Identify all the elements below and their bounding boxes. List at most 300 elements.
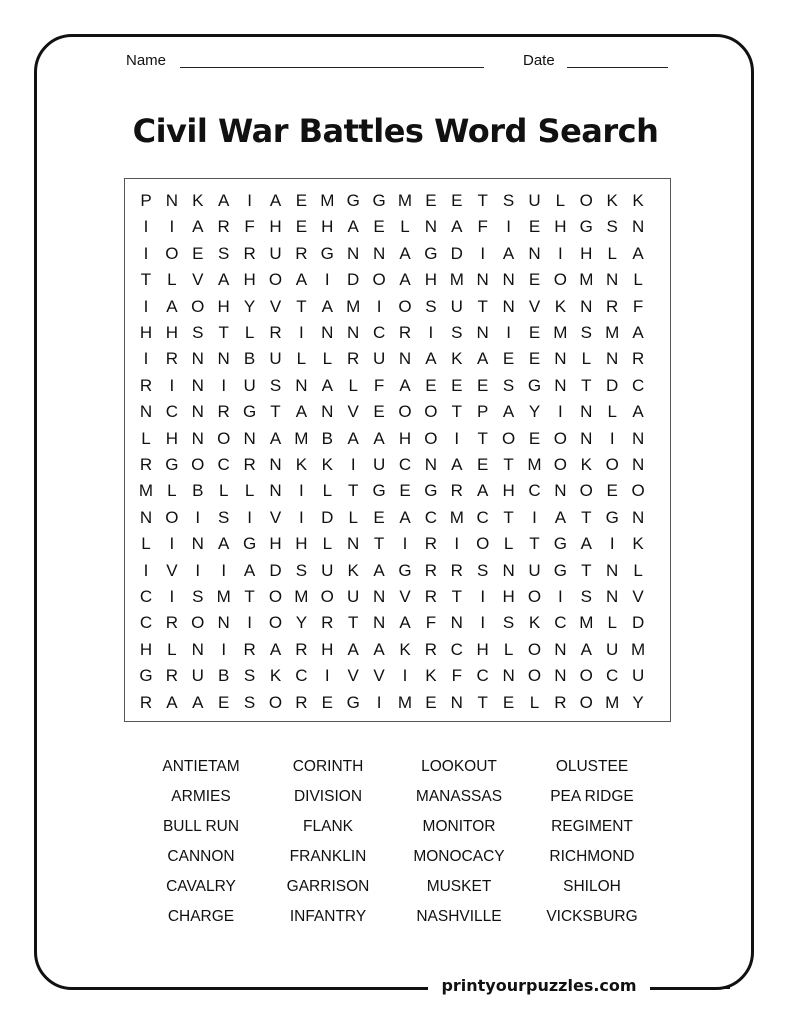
grid-letter: E xyxy=(477,375,489,395)
grid-letter: T xyxy=(347,481,359,501)
grid-letter: V xyxy=(528,296,541,316)
grid-letter: E xyxy=(373,402,385,422)
grid-letter: V xyxy=(269,507,282,527)
grid-letter: A xyxy=(477,349,489,369)
grid-letter: H xyxy=(424,270,438,290)
grid-letter: M xyxy=(553,323,568,342)
grid-letter: H xyxy=(165,428,179,448)
grid-letter: G xyxy=(242,534,257,554)
grid-letter: I xyxy=(299,507,304,527)
grid-letter: U xyxy=(269,349,282,369)
grid-letter: I xyxy=(428,323,434,342)
grid-letter: M xyxy=(346,296,361,316)
grid-letter: I xyxy=(247,191,252,210)
grid-letter: I xyxy=(402,666,408,686)
grid-letter: Y xyxy=(243,296,256,316)
grid-letter: N xyxy=(269,455,282,474)
grid-letter: K xyxy=(554,296,567,316)
grid-letter: O xyxy=(527,587,542,606)
grid-letter: S xyxy=(502,613,515,633)
grid-letter: R xyxy=(347,349,360,369)
grid-letter: O xyxy=(476,534,490,554)
grid-letter: A xyxy=(451,455,463,474)
grid-letter: N xyxy=(139,402,153,422)
grid-letter: T xyxy=(140,270,152,290)
grid-letter: G xyxy=(165,455,179,474)
word-item: GARRISON xyxy=(286,878,370,895)
grid-letter: E xyxy=(399,481,411,501)
grid-letter: H xyxy=(295,534,308,554)
word-item: ARMIES xyxy=(171,788,231,805)
grid-letter: B xyxy=(321,428,333,448)
grid-row xyxy=(125,661,670,690)
grid-letter: A xyxy=(347,639,359,659)
page-title: Civil War Battles Word Search xyxy=(132,112,659,150)
grid-letter: R xyxy=(295,639,308,659)
grid-letter: U xyxy=(450,296,463,316)
grid-letter: I xyxy=(143,296,149,316)
word-item: CAVALRY xyxy=(166,878,236,895)
grid-letter: N xyxy=(606,560,619,580)
grid-letter: S xyxy=(477,560,489,580)
grid-row xyxy=(125,344,670,373)
grid-letter: O xyxy=(268,692,283,712)
grid-letter: V xyxy=(632,587,644,606)
grid-letter: O xyxy=(268,613,283,633)
date-label: Date xyxy=(523,52,555,69)
grid-letter: S xyxy=(243,692,256,712)
grid-letter: O xyxy=(527,666,542,686)
grid-letter: L xyxy=(322,481,333,501)
grid-letter: I xyxy=(454,534,460,554)
grid-letter: O xyxy=(605,455,619,474)
grid-letter: K xyxy=(451,349,463,369)
word-item: RICHMOND xyxy=(549,848,635,865)
grid-letter: E xyxy=(606,481,618,501)
grid-letter: N xyxy=(347,534,360,554)
grid-letter: A xyxy=(477,481,489,501)
grid-letter: A xyxy=(502,402,515,422)
grid-letter: S xyxy=(218,243,230,263)
grid-letter: T xyxy=(581,375,592,395)
grid-letter: U xyxy=(372,455,386,474)
grid-letter: C xyxy=(424,507,438,527)
grid-letter: I xyxy=(143,243,149,263)
grid-letter: R xyxy=(165,349,179,369)
date-line xyxy=(567,67,668,68)
grid-letter: I xyxy=(221,560,227,580)
grid-row xyxy=(125,608,670,637)
grid-letter: K xyxy=(425,666,437,686)
grid-letter: L xyxy=(555,191,566,210)
grid-letter: H xyxy=(269,534,282,554)
grid-letter: A xyxy=(321,296,333,316)
grid-row xyxy=(125,450,670,479)
grid-letter: A xyxy=(580,639,592,659)
word-item: CANNON xyxy=(167,848,235,865)
grid-letter: I xyxy=(247,613,252,633)
word-item: MANASSAS xyxy=(415,788,503,805)
grid-letter: N xyxy=(631,507,645,527)
grid-letter: N xyxy=(191,534,204,554)
grid-letter: N xyxy=(450,613,463,633)
grid-letter: I xyxy=(480,587,486,606)
grid-letter: T xyxy=(218,323,229,342)
grid-letter: A xyxy=(399,613,411,633)
grid-letter: R xyxy=(424,560,438,580)
grid-letter: K xyxy=(347,560,359,580)
grid-letter: S xyxy=(218,507,230,527)
grid-letter: F xyxy=(244,217,255,237)
grid-letter: D xyxy=(269,560,282,580)
grid-letter: I xyxy=(169,217,175,237)
grid-letter: K xyxy=(632,191,644,210)
grid-letter: C xyxy=(398,455,412,474)
grid-letter: C xyxy=(372,323,386,342)
grid-letter: A xyxy=(347,217,359,237)
grid-letter: N xyxy=(424,455,438,474)
grid-letter: A xyxy=(192,217,204,237)
grid-letter: S xyxy=(606,217,618,237)
grid-letter: M xyxy=(138,481,154,501)
grid-letter: P xyxy=(477,402,489,422)
grid-letter: H xyxy=(398,428,412,448)
grid-letter: N xyxy=(631,217,645,237)
grid-letter: K xyxy=(528,613,541,633)
grid-letter: V xyxy=(269,296,282,316)
grid-letter: E xyxy=(528,270,541,290)
grid-letter: H xyxy=(139,639,153,659)
grid-letter: O xyxy=(527,639,542,659)
grid-letter: O xyxy=(501,428,516,448)
grid-letter: A xyxy=(295,402,308,422)
grid-letter: A xyxy=(373,428,385,448)
grid-letter: I xyxy=(376,296,382,316)
grid-letter: I xyxy=(609,534,615,554)
grid-letter: A xyxy=(502,243,515,263)
grid-letter: I xyxy=(143,217,149,237)
grid-letter: M xyxy=(527,455,542,474)
grid-letter: U xyxy=(372,349,386,369)
grid-letter: T xyxy=(451,587,462,606)
grid-letter: N xyxy=(191,349,204,369)
name-line xyxy=(180,67,484,68)
grid-letter: F xyxy=(373,375,385,395)
grid-letter: O xyxy=(372,270,386,290)
word-item: PEA RIDGE xyxy=(550,788,634,805)
grid-letter: H xyxy=(476,639,489,659)
grid-letter: L xyxy=(141,534,151,554)
grid-letter: G xyxy=(579,217,593,237)
grid-letter: A xyxy=(632,323,644,342)
grid-letter: T xyxy=(477,296,488,316)
grid-letter: K xyxy=(269,666,282,686)
grid-letter: N xyxy=(321,323,334,342)
grid-letter: A xyxy=(321,375,333,395)
grid-letter: D xyxy=(450,243,463,263)
grid-letter: I xyxy=(350,455,356,474)
grid-letter: K xyxy=(321,455,333,474)
grid-row xyxy=(125,424,670,453)
grid-letter: F xyxy=(632,296,644,316)
grid-letter: A xyxy=(295,270,308,290)
grid-letter: C xyxy=(295,666,308,686)
grid-letter: G xyxy=(553,560,567,580)
word-list xyxy=(140,756,660,927)
grid-letter: D xyxy=(347,270,360,290)
grid-letter: A xyxy=(166,296,178,316)
grid-letter: E xyxy=(218,692,230,712)
grid-letter: I xyxy=(454,428,460,448)
grid-letter: K xyxy=(192,191,204,210)
word-item: FLANK xyxy=(303,818,353,835)
grid-letter: I xyxy=(299,323,304,342)
grid-letter: N xyxy=(450,692,463,712)
grid-letter: R xyxy=(631,349,645,369)
grid-letter: I xyxy=(221,375,227,395)
grid-letter: E xyxy=(528,428,541,448)
grid-letter: R xyxy=(450,560,463,580)
grid-row xyxy=(125,318,670,347)
grid-letter: M xyxy=(605,692,620,712)
grid-letter: D xyxy=(606,375,619,395)
grid-letter: L xyxy=(581,349,592,369)
grid-letter: U xyxy=(606,639,619,659)
grid-letter: R xyxy=(139,375,153,395)
grid-letter: E xyxy=(321,692,333,712)
grid-letter: O xyxy=(424,402,438,422)
grid-letter: K xyxy=(580,455,592,474)
grid-letter: R xyxy=(243,455,256,474)
grid-letter: L xyxy=(244,323,255,342)
grid-letter: M xyxy=(449,270,464,290)
grid-row xyxy=(125,186,670,215)
grid-letter: R xyxy=(424,587,438,606)
grid-letter: S xyxy=(580,323,592,342)
grid-letter: V xyxy=(347,402,359,422)
grid-letter: F xyxy=(425,613,437,633)
grid-letter: N xyxy=(191,639,204,659)
grid-letter: G xyxy=(242,402,257,422)
grid-letter: S xyxy=(295,560,308,580)
grid-letter: I xyxy=(143,560,149,580)
grid-letter: Y xyxy=(295,613,308,633)
grid-row xyxy=(125,635,670,664)
grid-row xyxy=(125,397,670,426)
grid-letter: A xyxy=(269,191,282,210)
grid-letter: A xyxy=(218,270,230,290)
grid-letter: N xyxy=(580,402,593,422)
grid-letter: I xyxy=(195,507,201,527)
grid-letter: U xyxy=(347,587,360,606)
grid-letter: Y xyxy=(632,692,644,712)
grid-letter: T xyxy=(581,560,592,580)
grid-letter: R xyxy=(269,323,282,342)
grid-letter: N xyxy=(631,428,645,448)
grid-letter: U xyxy=(528,191,541,210)
grid-letter: I xyxy=(506,323,511,342)
word-item: MONOCACY xyxy=(413,848,505,865)
grid-letter: O xyxy=(579,692,593,712)
grid-letter: T xyxy=(270,402,281,422)
grid-letter: C xyxy=(139,587,153,606)
grid-letter: N xyxy=(606,349,619,369)
grid-letter: N xyxy=(502,560,515,580)
grid-letter: N xyxy=(554,481,567,501)
grid-letter: O xyxy=(268,270,283,290)
grid-letter: L xyxy=(167,481,177,501)
grid-letter: A xyxy=(347,428,359,448)
grid-letter: I xyxy=(558,243,563,263)
grid-letter: L xyxy=(633,270,643,290)
grid-letter: R xyxy=(295,243,308,263)
grid-letter: I xyxy=(221,639,227,659)
grid-letter: H xyxy=(321,217,334,237)
word-item: CHARGE xyxy=(167,908,235,925)
grid-letter: A xyxy=(399,375,411,395)
grid-letter: L xyxy=(167,639,177,659)
grid-letter: T xyxy=(529,534,540,554)
grid-letter: L xyxy=(141,428,151,448)
grid-letter: I xyxy=(143,349,149,369)
grid-letter: A xyxy=(580,534,592,554)
grid-letter: N xyxy=(580,296,593,316)
grid-letter: H xyxy=(165,323,179,342)
grid-letter: M xyxy=(631,639,646,659)
grid-letter: G xyxy=(372,481,386,501)
grid-letter: V xyxy=(166,560,178,580)
grid-letter: A xyxy=(192,692,204,712)
grid-letter: N xyxy=(191,375,204,395)
grid-letter: O xyxy=(553,270,567,290)
grid-letter: N xyxy=(165,191,179,210)
grid-letter: R xyxy=(217,217,230,237)
word-item: OLUSTEE xyxy=(555,758,629,775)
grid-letter: A xyxy=(451,217,463,237)
word-item: MONITOR xyxy=(422,818,496,835)
grid-letter: Y xyxy=(528,402,541,422)
grid-letter: M xyxy=(294,428,309,448)
grid-letter: M xyxy=(579,270,594,290)
grid-letter: C xyxy=(606,666,619,686)
grid-letter: A xyxy=(269,428,282,448)
grid-letter: A xyxy=(269,639,282,659)
grid-letter: E xyxy=(425,375,437,395)
footer-rule-right xyxy=(650,987,730,989)
grid-letter: E xyxy=(528,349,541,369)
grid-letter: U xyxy=(243,375,256,395)
grid-letter: C xyxy=(528,481,541,501)
grid-letter: K xyxy=(295,455,308,474)
grid-letter: S xyxy=(192,323,204,342)
grid-letter: G xyxy=(372,191,386,210)
grid-letter: T xyxy=(347,613,359,633)
grid-letter: M xyxy=(320,191,335,210)
grid-letter: T xyxy=(373,534,385,554)
grid-letter: O xyxy=(553,428,567,448)
grid-letter: O xyxy=(398,402,412,422)
grid-letter: I xyxy=(169,587,175,606)
grid-letter: C xyxy=(217,455,230,474)
grid-letter: H xyxy=(502,481,515,501)
grid-letter: L xyxy=(244,481,255,501)
grid-letter: L xyxy=(607,243,617,263)
grid-letter: E xyxy=(477,455,489,474)
grid-letter: N xyxy=(502,296,515,316)
grid-letter: C xyxy=(554,613,567,633)
grid-letter: B xyxy=(218,666,230,686)
grid-letter: R xyxy=(165,613,179,633)
word-item: ANTIETAM xyxy=(162,758,240,775)
grid-letter: G xyxy=(424,481,438,501)
grid-letter: A xyxy=(632,243,644,263)
grid-letter: H xyxy=(269,217,282,237)
grid-row xyxy=(125,582,670,611)
grid-row xyxy=(125,265,670,294)
word-item: REGIMENT xyxy=(551,818,633,835)
grid-letter: E xyxy=(425,692,437,712)
grid-letter: L xyxy=(529,692,540,712)
grid-letter: G xyxy=(320,243,334,263)
grid-letter: I xyxy=(609,428,615,448)
grid-letter: L xyxy=(322,349,333,369)
grid-letter: A xyxy=(373,639,385,659)
grid-letter: T xyxy=(503,455,514,474)
grid-letter: U xyxy=(269,243,282,263)
grid-letter: U xyxy=(321,560,334,580)
footer-site: printyourpuzzles.com xyxy=(428,976,650,995)
grid-letter: N xyxy=(554,639,567,659)
grid-letter: N xyxy=(554,666,567,686)
grid-letter: R xyxy=(424,639,438,659)
grid-letter: C xyxy=(631,375,645,395)
grid-letter: L xyxy=(633,560,643,580)
grid-letter: O xyxy=(217,428,231,448)
grid-letter: G xyxy=(346,191,360,210)
grid-letter: H xyxy=(139,323,153,342)
grid-letter: P xyxy=(140,191,152,210)
grid-letter: E xyxy=(373,217,385,237)
grid-letter: M xyxy=(449,507,464,527)
grid-letter: K xyxy=(606,191,618,210)
grid-letter: N xyxy=(398,349,412,369)
grid-letter: O xyxy=(191,296,205,316)
grid-letter: I xyxy=(532,507,537,527)
grid-letter: N xyxy=(580,428,593,448)
grid-letter: I xyxy=(247,507,252,527)
grid-letter: M xyxy=(294,587,309,606)
grid-letter: O xyxy=(579,666,593,686)
grid-letter: N xyxy=(217,349,230,369)
grid-letter: G xyxy=(424,243,438,263)
grid-letter: G xyxy=(553,534,567,554)
grid-letter: N xyxy=(502,666,515,686)
grid-letter: O xyxy=(398,296,412,316)
grid-letter: I xyxy=(558,402,563,422)
grid-letter: R xyxy=(295,692,308,712)
grid-letter: N xyxy=(347,323,360,342)
grid-letter: S xyxy=(502,375,515,395)
grid-letter: O xyxy=(165,507,179,527)
grid-letter: E xyxy=(295,217,308,237)
word-item: FRANKLIN xyxy=(289,848,367,865)
grid-letter: N xyxy=(139,507,153,527)
grid-letter: O xyxy=(553,455,567,474)
grid-letter: N xyxy=(528,243,541,263)
grid-letter: T xyxy=(244,587,255,606)
grid-letter: N xyxy=(606,587,619,606)
grid-letter: S xyxy=(502,191,515,210)
